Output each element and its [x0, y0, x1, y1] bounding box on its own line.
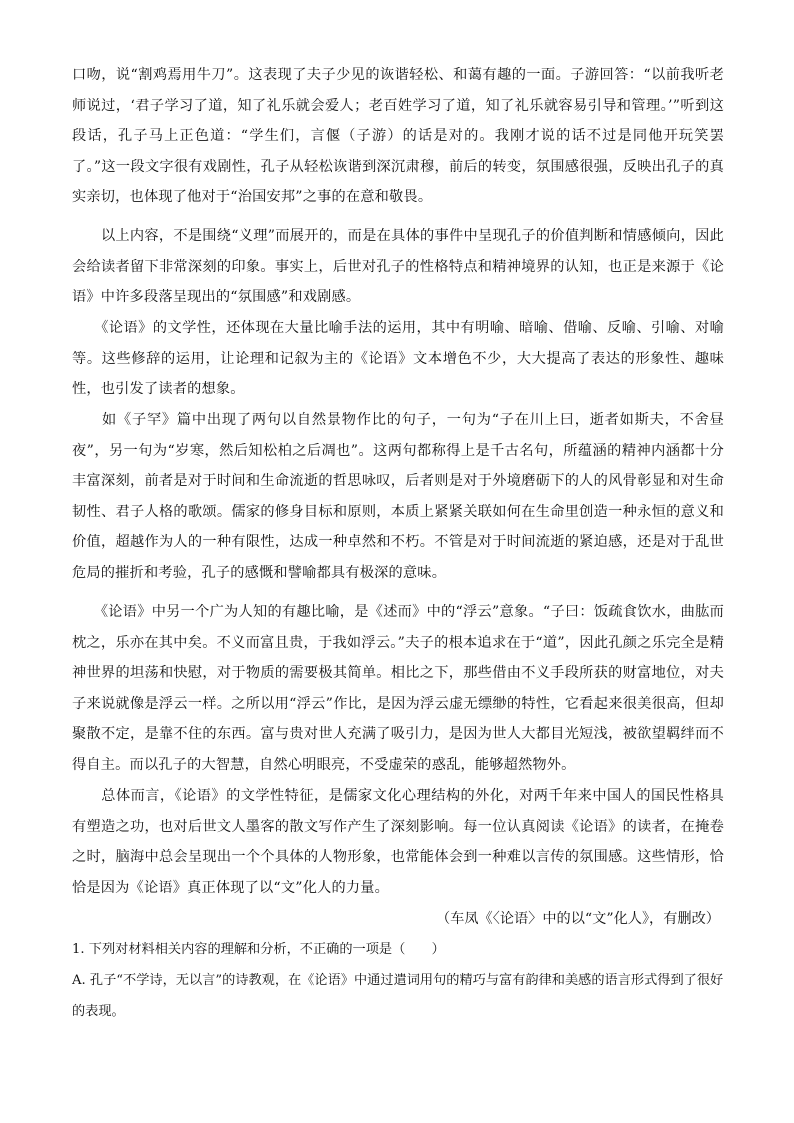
question-option-a: A. 孔子“不学诗，无以言”的诗教观，在《论语》中通过遣词用句的精巧与富有韵律和美感的语言形式得到了很好的表现。: [72, 973, 724, 1019]
paragraph-metaphor: 《论语》的文学性，还体现在大量比喻手法的运用，其中有明喻、暗喻、借喻、反喻、引喻、对喻等。这些修辞的运用，让论理和记叙为主的《论语》文本增色不少，大大提高了表达的形象性、趣味性，也引发了读者的想象。: [72, 320, 724, 397]
paragraph-youzi-dialogue: 口吻，说“割鸡焉用牛刀”。这表现了夫子少见的诙谐轻松、和蔼有趣的一面。子游回答：“以前我听老师说过，‘君子学习了道，知了礼乐就会爱人；老百姓学习了道，知了礼乐就容易引导和管理。’”听到这段话，孔子马上正色道：“学生们，言偃（子游）的话是对的。我刚才说的话不过是同他开玩笑罢了。”这一段文字很有戏剧性，孔子从轻松诙谐到深沉肃穆，前后的转变，氛围感很强，反映出孔子的真实亲切，也体现了他对于“治国安邦”之事的在意和敬畏。: [72, 67, 724, 205]
paragraph-atmosphere: 以上内容，不是围绕“义理”而展开的，而是在具体的事件中呈现孔子的价值判断和情感倾向，因此会给读者留下非常深刻的印象。事实上，后世对孔子的性格特点和精神境界的认知，也正是来源于《论语》中许多段落呈现出的“氛围感”和戏剧感。: [72, 228, 724, 305]
source-citation: （车凤《〈论语〉中的以“文”化人》，有删改）: [435, 911, 720, 927]
paragraph-floating-cloud: 《论语》中另一个广为人知的有趣比喻，是《述而》中的“浮云”意象。“子曰：饭疏食饮水，曲肱而枕之，乐亦在其中矣。不义而富且贵，于我如浮云。”夫子的根本追求在于“道”，因此孔颜之乐完全是精神世界的坦荡和快慰，对于物质的需要极其简单。相比之下，那些借由不义手段所获的财富地位，对夫子来说就像是浮云一样。之所以用“浮云”作比，是因为浮云虚无缥缈的特性，它看起来很美很高，但却聚散不定，是靠不住的东西。富与贵对世人充满了吸引力，是因为世人大都目光短浅，被欲望羁绊而不得自主。而以孔子的大智慧，自然心明眼亮，不受虚荣的惑乱，能够超然物外。: [72, 604, 724, 773]
question-stem: 1. 下列对材料相关内容的理解和分析，不正确的一项是（ ）: [72, 942, 445, 957]
paragraph-zihan: 如《子罕》篇中出现了两句以自然景物作比的句子，一句为“子在川上曰，逝者如斯夫，不舍昼夜”，另一句为“岁寒，然后知松柏之后凋也”。这两句都称得上是千古名句，所蕴涵的精神内涵都十分丰富深刻，前者是对于时间和生命流逝的哲思咏叹，后者则是对于外境磨砺下的人的风骨彰显和对生命韧性、君子人格的歌颂。儒家的修身目标和原则，本质上紧紧关联如何在生命里创造一种永恒的意义和价值，超越作为人的一种有限性，达成一种卓然和不朽。不管是对于时间流逝的紧迫感，还是对于乱世危局的摧折和考验，孔子的感慨和譬喻都具有极深的意味。: [72, 412, 724, 581]
paragraph-conclusion: 总体而言，《论语》的文学性特征，是儒家文化心理结构的外化，对两千年来中国人的国民性格具有塑造之功，也对后世文人墨客的散文写作产生了深刻影响。每一位认真阅读《论语》的读者，在掩卷之时，脑海中总会呈现出一个个具体的人物形象，也常能体会到一种难以言传的氛围感。这些情形，恰恰是因为《论语》真正体现了以“文”化人的力量。: [72, 788, 724, 896]
